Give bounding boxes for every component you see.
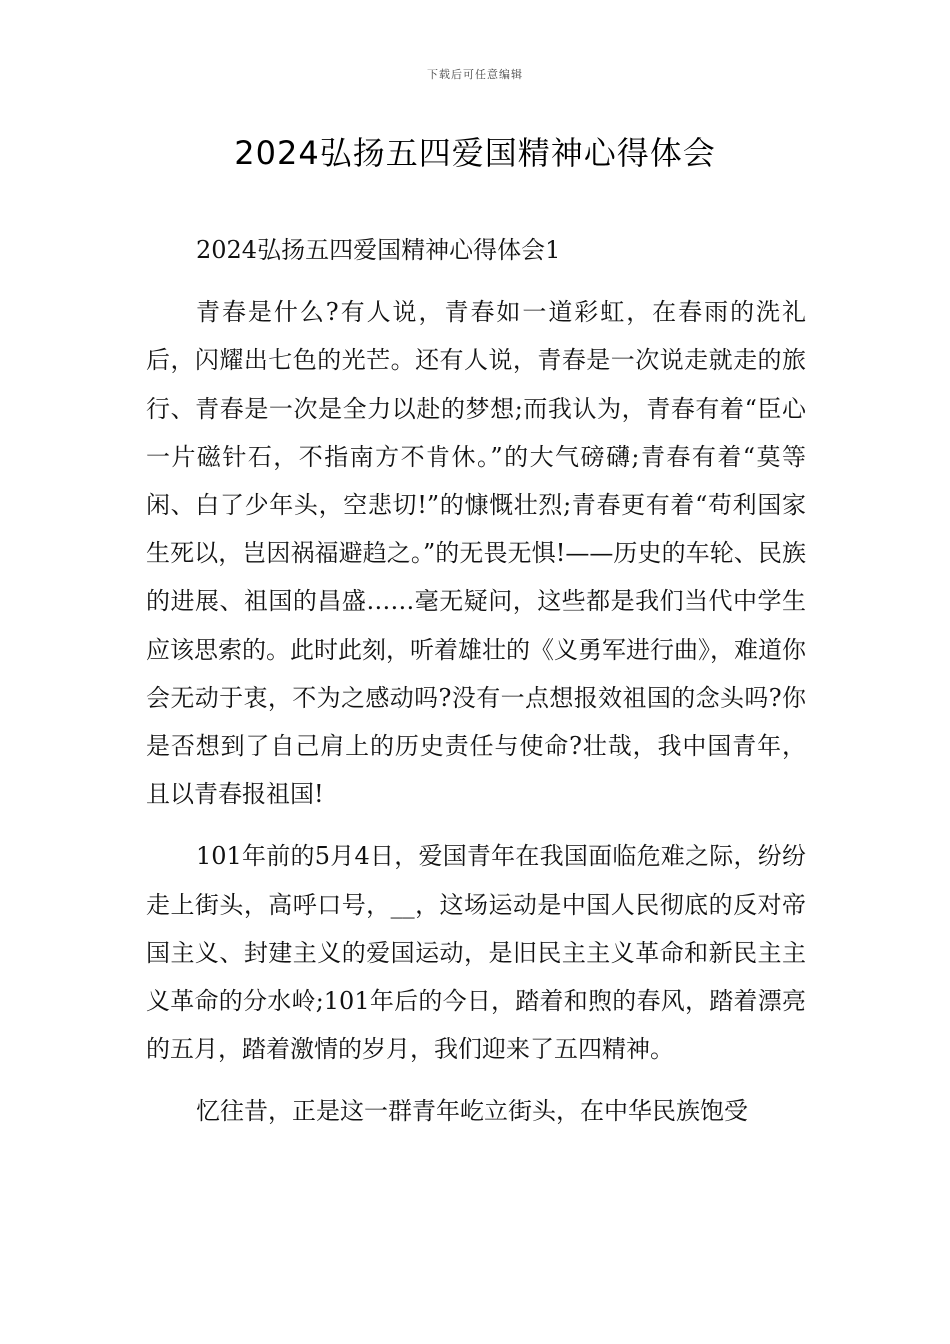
paragraph-2: 101年前的5月4日，爱国青年在我国面临危难之际，纷纷走上街头，高呼口号，__，这场运动是中国人民彻底的反对帝国主义、封建主义的爱国运动，是旧民主主义革命和新民主主义革命的分水岭;101年后的今日，踏着和煦的春风，踏着漂亮的五月，踏着激情的岁月，我们迎来了五四精神。 — [146, 842, 806, 1064]
paragraph-1: 青春是什么?有人说，青春如一道彩虹，在春雨的洗礼后，闪耀出七色的光芒。还有人说，青春是一次说走就走的旅行、青春是一次是全力以赴的梦想;而我认为，青春有着“臣心一片磁针石，不指南方不肯休。”的大气磅礴;青春有着“莫等闲、白了少年头，空悲切!”的慷慨壮烈;青春更有着“苟利国家生死以，岂因祸福避趋之。”的无畏无惧!——历史的车轮、民族的进展、祖国的昌盛……毫无疑问，这些都是我们当代中学生应该思索的。此时此刻，听着雄壮的《义勇军进行曲》，难道你会无动于衷，不为之感动吗?没有一点想报效祖国的念头吗?你是否想到了自己肩上的历史责任与使命?壮哉，我中国青年，且以青春报祖国! — [146, 298, 806, 809]
paragraph-3: 忆往昔，正是这一群青年屹立街头，在中华民族饱受 — [196, 1097, 748, 1126]
header-note: 下载后可任意编辑 — [427, 68, 523, 81]
document-title: 2024弘扬五四爱国精神心得体会 — [234, 134, 716, 172]
document-body — [146, 226, 806, 1136]
section-heading: 2024弘扬五四爱国精神心得体会1 — [196, 236, 561, 264]
